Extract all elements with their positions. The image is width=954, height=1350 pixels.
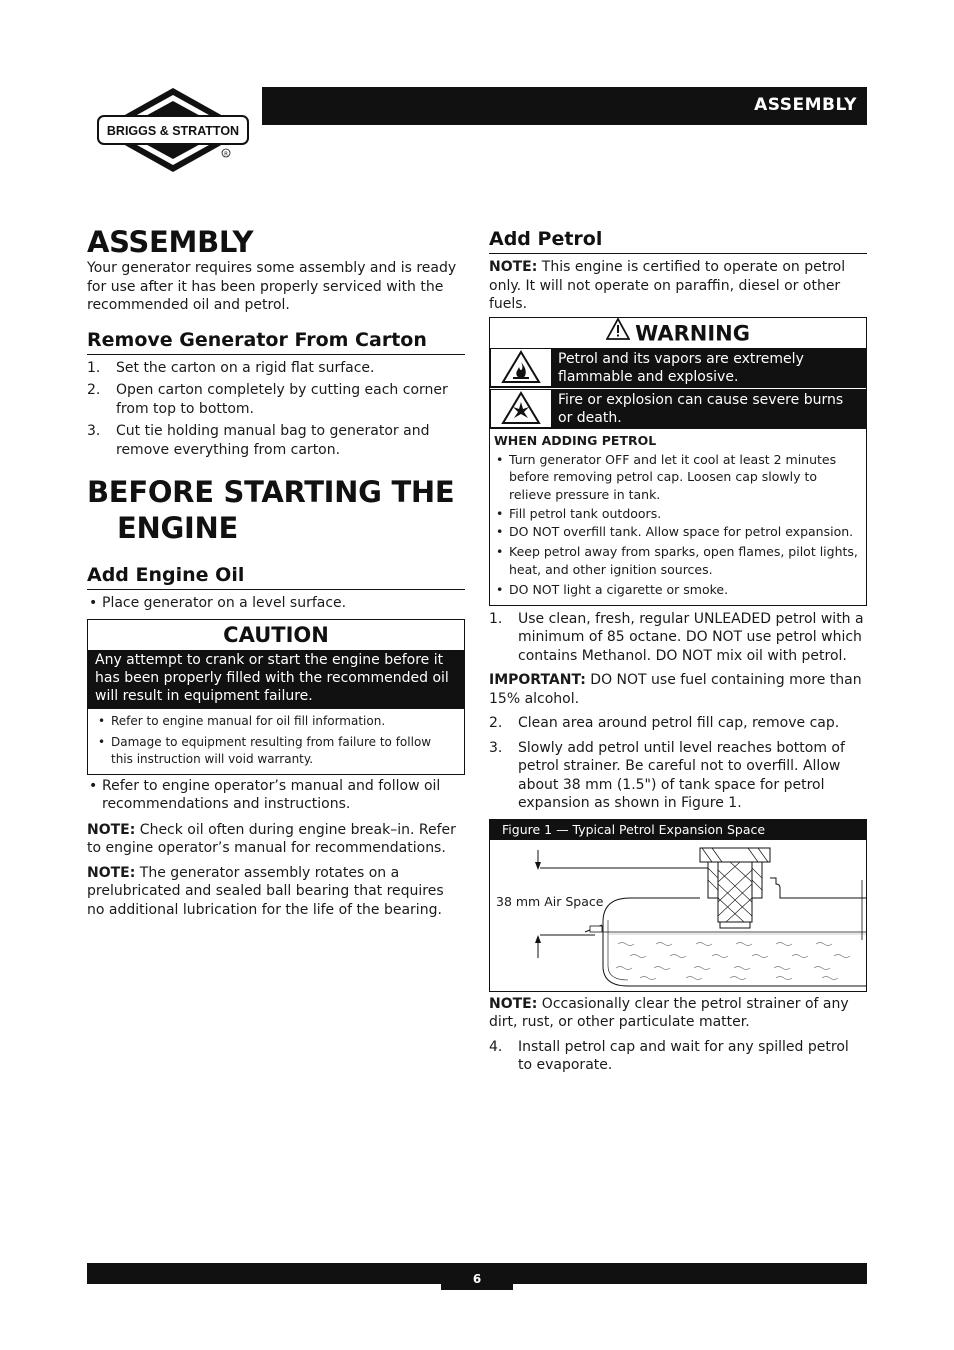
figure-1 (489, 819, 867, 992)
logo-text: BRIGGS & STRATTON (106, 124, 240, 138)
list-item: • Damage to equipment resulting from failure to follow this instruction will void warranty. (96, 734, 456, 768)
right-column (489, 227, 867, 1075)
refer-bullets (87, 777, 465, 814)
list-item: 1. Use clean, fresh, regular UNLEADED petrol with a minimum of 85 octane. DO NOT use petrol which contains Methanol. DO NOT mix oil with petrol. (489, 610, 864, 664)
assembly-title: ASSEMBLY (87, 225, 254, 259)
list-item: 4. Install petrol cap and wait for any spilled petrol to evaporate. (489, 1038, 849, 1073)
remove-carton-heading: Remove Generator From Carton (87, 328, 465, 355)
note-clear-strainer: NOTE: Occasionally clear the petrol strainer of any dirt, rust, or other particulate matter. (489, 995, 849, 1030)
list-item: 1. Set the carton on a rigid flat surface. (87, 359, 375, 376)
page-number: 6 (441, 1264, 513, 1290)
petrol-step-4 (489, 1038, 867, 1075)
list-item: • DO NOT overfill tank. Allow space for petrol expansion. (494, 523, 862, 541)
list-item: • Keep petrol away from sparks, open flames, pilot lights, heat, and other ignition sources. (494, 543, 862, 578)
note-petrol-only: NOTE: This engine is certified to operate on petrol only. It will not operate on paraffin, diesel or other fuels. (489, 259, 846, 312)
hazard-text-1: Petrol and its vapors are extremely flammable and explosive. (558, 350, 804, 385)
hazard-row-2 (490, 389, 866, 429)
list-item: 3. Cut tie holding manual bag to generator and remove everything from carton. (87, 423, 430, 458)
list-item: • Refer to engine operator’s manual and follow oil recommendations and instructions. (87, 777, 465, 814)
before-starting-title: BEFORE STARTING THE ENGINE (87, 475, 455, 545)
warning-bullets (494, 451, 862, 599)
figure-caption: Figure 1 — Typical Petrol Expansion Space (490, 820, 866, 840)
important-alcohol: IMPORTANT: DO NOT use fuel containing more than 15% alcohol. (489, 672, 862, 707)
warning-triangle-icon (606, 318, 630, 349)
caution-title: CAUTION (223, 622, 329, 647)
add-engine-oil-heading: Add Engine Oil (87, 563, 465, 590)
section-header-label: ASSEMBLY (754, 95, 857, 115)
list-item: • DO NOT light a cigarette or smoke. (494, 581, 862, 599)
note-bearing: NOTE: The generator assembly rotates on a prelubricated and sealed ball bearing that requires no additional lubrication for the life of the bearing. (87, 864, 444, 918)
list-item: • Fill petrol tank outdoors. (494, 505, 862, 523)
caution-bullets (88, 709, 464, 774)
oil-bullets (87, 594, 465, 613)
hazard-text-2: Fire or explosion can cause severe burns or death. (558, 391, 844, 426)
warning-title: WARNING (635, 321, 750, 345)
briggs-stratton-logo (96, 86, 250, 174)
petrol-tank-diagram (490, 840, 866, 991)
list-item: • Turn generator OFF and let it cool at least 2 minutes before removing petrol cap. Loosen cap slowly to relieve pressure in tank. (494, 451, 862, 504)
add-petrol-heading: Add Petrol (489, 227, 867, 254)
warning-details (490, 429, 866, 605)
remove-steps-list (87, 359, 465, 460)
list-item: 2. Open carton completely by cutting each corner from top to bottom. (87, 382, 448, 417)
caution-box (87, 619, 465, 775)
when-adding-petrol-heading: WHEN ADDING PETROL (494, 432, 657, 448)
list-item: • Refer to engine manual for oil fill information. (96, 713, 456, 730)
left-column (87, 224, 465, 919)
caution-message: Any attempt to crank or start the engine before it has been properly filled with the recommended oil will result in equipment failure. (88, 650, 464, 709)
svg-text:R: R (224, 151, 228, 158)
list-item: 3. Slowly add petrol until level reaches bottom of petrol strainer. Be careful not to overfill. Allow about 38 mm (1.5") of tank space for petrol expansion as shown in Figure 1. (489, 739, 845, 811)
assembly-intro: Your generator requires some assembly and is ready for use after it has been properly serviced with the recommended oil and petrol. (87, 260, 457, 313)
section-header-bar (262, 87, 867, 125)
petrol-step-1 (489, 610, 867, 666)
list-item: 2. Clean area around petrol fill cap, remove cap. (489, 715, 840, 731)
petrol-steps-2-3 (489, 714, 867, 813)
warning-title-row (490, 318, 866, 348)
note-check-oil: NOTE: Check oil often during engine break–in. Refer to engine operator’s manual for recommendations. (87, 821, 456, 856)
air-space-label: 38 mm Air Space (496, 893, 604, 909)
hazard-row-1 (490, 348, 866, 388)
fire-hazard-icon (490, 348, 552, 387)
warning-box (489, 317, 867, 606)
explosion-hazard-icon (490, 389, 552, 428)
list-item: • Place generator on a level surface. (87, 594, 465, 613)
